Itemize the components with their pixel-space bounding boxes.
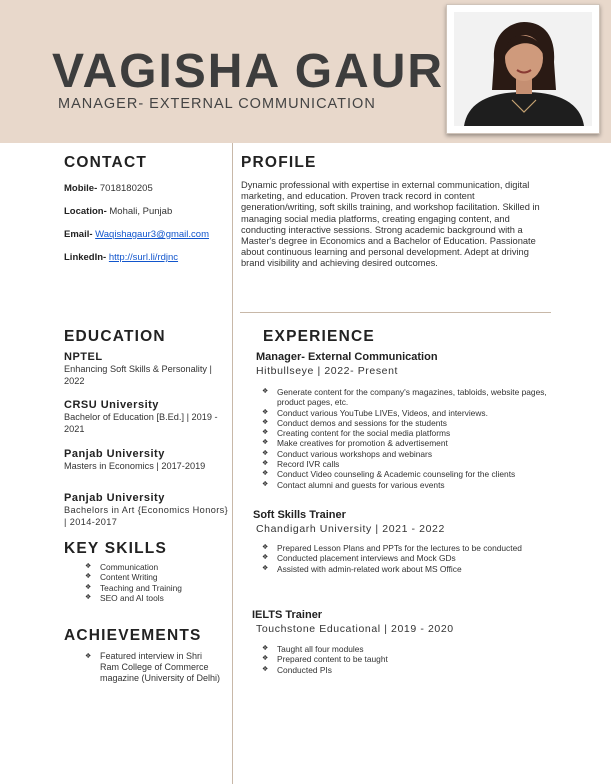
job-bullet: ❖ Conducted placement interviews and Mock GDs [260, 553, 522, 563]
job-bullet: ❖ Generate content for the company's magazines, tabloids, website pages, product pages, etc. [260, 387, 550, 408]
job-org: Chandigarh University | 2021 - 2022 [256, 523, 445, 535]
job-bullets [260, 644, 522, 675]
mobile-value: 7018180205 [99, 183, 153, 194]
job-bullet: ❖ Prepared content to be taught [260, 654, 522, 664]
job-bullet: ❖ Creating content for the social media platforms [260, 428, 550, 438]
job-bullet: ❖ Conduct Video counseling & Academic counseling for the clients [260, 469, 550, 479]
job-bullet: ❖ Contact alumni and guests for various events [260, 480, 550, 490]
skills-heading: KEY SKILLS [64, 540, 168, 557]
candidate-name: VAGISHA GAUR [52, 45, 445, 98]
achievement-item: ❖ Featured interview in Shri Ram College of Commerce magazine (University of Delhi) [83, 651, 223, 684]
profile-divider [240, 312, 551, 313]
job-bullets [260, 387, 550, 490]
education-desc: Bachelor of Education [B.Ed.] | 2019 - 2021 [64, 412, 218, 434]
skill-item: ❖ SEO and AI tools [83, 593, 228, 603]
education-title: CRSU University [64, 399, 159, 411]
email-link[interactable]: Waqishagaur3@gmail.com [95, 229, 209, 240]
email-label: Email- [64, 229, 93, 240]
job-title: Soft Skills Trainer [253, 509, 346, 521]
skill-item: ❖ Teaching and Training [83, 583, 228, 593]
education-title: Panjab University [64, 448, 165, 460]
job-bullets [260, 543, 522, 574]
contact-linkedin [64, 252, 178, 263]
education-title: Panjab University [64, 492, 165, 504]
contact-email [64, 229, 209, 240]
job-bullet: ❖ Make creatives for promotion & advertisement [260, 438, 550, 448]
profile-text: Dynamic professional with expertise in external communication, digital marketing, and education. Proven track record in content generation/writing, soft skills training, and workshop facilitation. Skilled in managing social media platforms, creating engaging content, and conducting interactive sessions. Strong academic background with a Master's degree in Economics and a Bachelor of Education. Passionate about continuous learning and personal development. Adept at driving brand visibility and achieving desired outcomes. [241, 180, 540, 269]
job-bullet: ❖ Taught all four modules [260, 644, 522, 654]
profile-heading: PROFILE [241, 154, 317, 171]
job-title: IELTS Trainer [252, 609, 323, 621]
job-bullet: ❖ Conduct various YouTube LIVEs, Videos, and interviews. [260, 408, 550, 418]
job-bullet: ❖ Conducted PIs [260, 665, 522, 675]
column-divider [232, 143, 233, 784]
job-org: Touchstone Educational | 2019 - 2020 [256, 623, 454, 635]
education-heading: EDUCATION [64, 328, 166, 345]
achievements-list [83, 651, 223, 684]
education-desc: Enhancing Soft Skills & Personality | 2022 [64, 364, 212, 386]
job-subtitle: MANAGER- EXTERNAL COMMUNICATION [58, 96, 376, 112]
skills-list [83, 562, 228, 603]
job-bullet: ❖ Record IVR calls [260, 459, 550, 469]
experience-heading: EXPERIENCE [263, 328, 375, 345]
location-value: Mohali, Punjab [109, 206, 173, 217]
skill-item: ❖ Communication [83, 562, 228, 572]
achievements-heading: ACHIEVEMENTS [64, 627, 202, 644]
person-photo-icon [454, 12, 592, 126]
job-title: Manager- External Communication [256, 351, 438, 363]
skill-item: ❖ Content Writing [83, 572, 228, 582]
location-label: Location- [64, 206, 107, 217]
education-desc: Masters in Economics | 2017-2019 [64, 461, 206, 471]
job-bullet: ❖ Conduct various workshops and webinars [260, 449, 550, 459]
job-bullet: ❖ Prepared Lesson Plans and PPTs for the lectures to be conducted [260, 543, 522, 553]
linkedin-label: LinkedIn- [64, 252, 107, 263]
job-bullet: ❖ Conduct demos and sessions for the students [260, 418, 550, 428]
contact-location [64, 206, 172, 217]
job-org: Hitbullseye | 2022- Present [256, 365, 399, 377]
education-desc: Bachelors in Art {Economics Honors} | 2014-2017 [64, 505, 229, 527]
education-title: NPTEL [64, 351, 103, 363]
contact-mobile [64, 183, 153, 194]
contact-heading: CONTACT [64, 154, 148, 171]
job-bullet: ❖ Assisted with admin-related work about MS Office [260, 564, 522, 574]
profile-photo [446, 4, 600, 134]
mobile-label: Mobile- [64, 183, 98, 194]
linkedin-link[interactable]: http://surl.li/rdjnc [108, 252, 179, 263]
